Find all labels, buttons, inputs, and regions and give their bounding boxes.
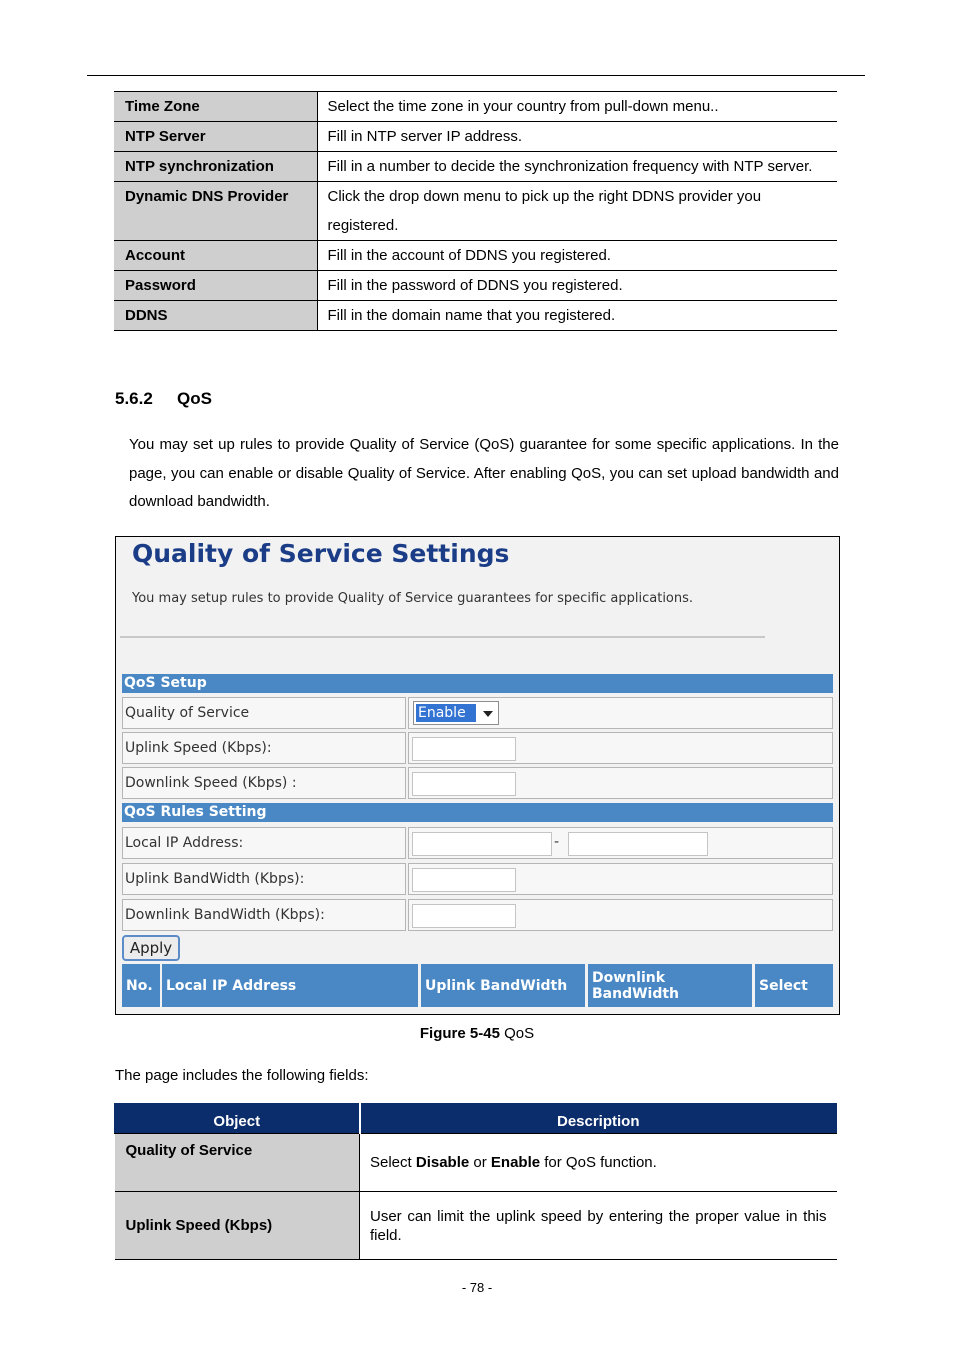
description-cell: User can limit the uplink speed by entering the proper value in this field. bbox=[360, 1192, 837, 1260]
header-rule bbox=[87, 75, 865, 76]
page-title: Quality of Service Settings bbox=[132, 539, 510, 568]
table-row bbox=[115, 1192, 837, 1260]
table-row bbox=[114, 92, 837, 122]
section-title: QoS bbox=[177, 389, 212, 408]
description-bold-disable: Disable bbox=[415, 1154, 470, 1171]
selected-option: Enable bbox=[416, 704, 476, 722]
chevron-down-icon bbox=[483, 711, 493, 717]
section-heading bbox=[115, 389, 212, 409]
downlink-speed-label: Downlink Speed (Kbps) : bbox=[122, 767, 406, 799]
description-bold-enable: Enable bbox=[490, 1154, 541, 1171]
object-cell: Quality of Service bbox=[115, 1134, 360, 1192]
table-row bbox=[114, 122, 837, 152]
table-row bbox=[114, 182, 837, 241]
qos-rules-header: QoS Rules Setting bbox=[122, 803, 833, 822]
description-column-header: Description bbox=[360, 1104, 837, 1134]
description-text: or bbox=[469, 1154, 491, 1171]
uplink-speed-cell bbox=[408, 732, 833, 764]
table-row bbox=[115, 1134, 837, 1192]
description-cell: Click the drop down menu to pick up the right DDNS provider you registered. bbox=[317, 182, 837, 241]
column-header-downlink: Downlink BandWidth bbox=[588, 964, 752, 1007]
downlink-speed-cell bbox=[408, 767, 833, 799]
term-cell: DDNS bbox=[114, 301, 317, 331]
apply-button[interactable]: Apply bbox=[122, 935, 180, 961]
description-cell: Fill in the password of DDNS you registered. bbox=[317, 271, 837, 301]
local-ip-start-input[interactable] bbox=[412, 832, 552, 856]
column-header-no: No. bbox=[122, 964, 160, 1007]
table-row bbox=[114, 271, 837, 301]
local-ip-cell bbox=[408, 827, 833, 859]
quality-of-service-cell bbox=[408, 697, 833, 729]
qos-setup-header: QoS Setup bbox=[122, 674, 833, 693]
local-ip-row bbox=[122, 827, 833, 859]
term-cell: NTP Server bbox=[114, 122, 317, 152]
table-row bbox=[114, 241, 837, 271]
description-cell: Fill in NTP server IP address. bbox=[317, 122, 837, 152]
qos-settings-screenshot bbox=[115, 536, 840, 1015]
intro-paragraph: You may set up rules to provide Quality of Service (QoS) guarantee for some specific applications. In the page, you can enable or disable Quality of Service. After enabling QoS, you can set upload bandwidth and download bandwidth. bbox=[129, 436, 839, 510]
term-cell: Password bbox=[114, 271, 317, 301]
downlink-speed-input[interactable] bbox=[412, 772, 516, 796]
column-header-select: Select bbox=[755, 964, 833, 1007]
downlink-speed-row bbox=[122, 767, 833, 799]
uplink-bandwidth-input[interactable] bbox=[412, 868, 516, 892]
table-header-row bbox=[115, 1104, 837, 1134]
description-cell: Fill in a number to decide the synchronization frequency with NTP server. bbox=[317, 152, 837, 182]
uplink-bandwidth-label: Uplink BandWidth (Kbps): bbox=[122, 863, 406, 895]
divider bbox=[120, 636, 765, 638]
definition-table bbox=[114, 91, 837, 331]
quality-of-service-row bbox=[122, 697, 833, 729]
description-text: for QoS function. bbox=[540, 1154, 657, 1171]
object-column-header: Object bbox=[115, 1104, 360, 1134]
column-header-uplink: Uplink BandWidth bbox=[421, 964, 585, 1007]
local-ip-label: Local IP Address: bbox=[122, 827, 406, 859]
description-cell: Fill in the domain name that you registered. bbox=[317, 301, 837, 331]
figure-caption-text: QoS bbox=[499, 1025, 535, 1042]
figure-caption bbox=[0, 1025, 954, 1042]
term-cell: Dynamic DNS Provider bbox=[114, 182, 317, 241]
ip-range-dash: - bbox=[554, 834, 560, 850]
figure-number: Figure 5-45 bbox=[419, 1025, 500, 1042]
quality-of-service-select[interactable] bbox=[413, 701, 499, 725]
uplink-bandwidth-row bbox=[122, 863, 833, 895]
page-number: - 78 - bbox=[461, 1280, 493, 1295]
fields-intro: The page includes the following fields: bbox=[115, 1067, 369, 1084]
downlink-bandwidth-cell bbox=[408, 899, 833, 931]
table-row bbox=[114, 301, 837, 331]
term-cell: NTP synchronization bbox=[114, 152, 317, 182]
downlink-bandwidth-input[interactable] bbox=[412, 904, 516, 928]
uplink-speed-input[interactable] bbox=[412, 737, 516, 761]
downlink-bandwidth-row bbox=[122, 899, 833, 931]
quality-of-service-label: Quality of Service bbox=[122, 697, 406, 729]
description-cell: Select the time zone in your country from pull-down menu.. bbox=[317, 92, 837, 122]
uplink-speed-row bbox=[122, 732, 833, 764]
description-cell: Fill in the account of DDNS you registered. bbox=[317, 241, 837, 271]
page-description: You may setup rules to provide Quality of Service guarantees for specific applications. bbox=[132, 591, 694, 606]
object-description-table bbox=[114, 1103, 837, 1260]
term-cell: Time Zone bbox=[114, 92, 317, 122]
uplink-speed-label: Uplink Speed (Kbps): bbox=[122, 732, 406, 764]
section-number: 5.6.2 bbox=[115, 389, 153, 408]
table-row bbox=[114, 152, 837, 182]
term-cell: Account bbox=[114, 241, 317, 271]
column-header-local-ip: Local IP Address bbox=[162, 964, 418, 1007]
downlink-bandwidth-label: Downlink BandWidth (Kbps): bbox=[122, 899, 406, 931]
description-text: Select bbox=[370, 1154, 416, 1171]
object-cell: Uplink Speed (Kbps) bbox=[115, 1192, 360, 1260]
local-ip-end-input[interactable] bbox=[568, 832, 708, 856]
uplink-bandwidth-cell bbox=[408, 863, 833, 895]
description-cell bbox=[360, 1134, 837, 1192]
